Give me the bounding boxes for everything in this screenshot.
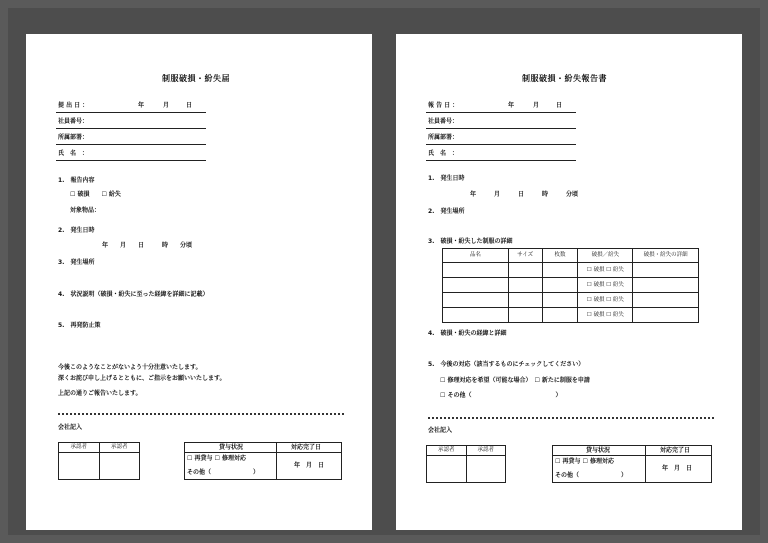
damage-loss-checkboxes[interactable]: ☐ 破損 ☐ 紛失 — [578, 293, 633, 308]
name-field[interactable] — [426, 160, 576, 161]
approval-table — [426, 445, 506, 483]
occurrence-datetime-field[interactable]: 年 月 日 時 分頃 — [470, 191, 579, 198]
form-page-damage-loss-notice — [26, 34, 372, 530]
column-header: 品名 — [443, 249, 509, 263]
completion-date-field[interactable]: 年 月 日 — [294, 462, 325, 469]
page-title: 制服破損・紛失報告書 — [522, 74, 607, 83]
column-header: サイズ — [508, 249, 542, 263]
separator — [428, 417, 714, 419]
pledge-line-3: 上記の通りご報告いたします。 — [58, 390, 142, 397]
approver-header: 承認者 — [466, 446, 506, 456]
damage-loss-checkboxes[interactable]: ☐ 破損 ☐ 紛失 — [578, 263, 633, 278]
table-row — [443, 278, 699, 293]
pledge-line-2: 深くお詫び申し上げるとともに、ご指示をお願いいたします。 — [58, 375, 226, 382]
report-date-label: 報 告 日 ： — [428, 102, 459, 109]
approver-header: 承認者 — [99, 443, 140, 453]
day-label: 日 — [186, 102, 193, 109]
page-title: 制服破損・紛失届 — [162, 74, 230, 83]
approver-stamp-cell[interactable] — [59, 453, 100, 480]
table-row — [443, 293, 699, 308]
name-label: 氏 名 ： — [428, 150, 459, 157]
month-label: 月 — [533, 102, 540, 109]
employee-no-field[interactable] — [426, 128, 576, 129]
status-other[interactable]: その他（ ） — [555, 472, 628, 479]
submit-date-label: 提 出 日 ： — [58, 102, 89, 109]
submit-date-field[interactable] — [56, 112, 206, 113]
completion-date-field[interactable]: 年 月 日 — [662, 465, 693, 472]
target-item-label: 対象物品： — [70, 207, 101, 214]
department-field[interactable] — [56, 144, 206, 145]
company-use-label: 会社記入 — [428, 427, 453, 434]
employee-no-label: 社員番号： — [58, 118, 89, 125]
column-header: 破損・紛失の詳細 — [633, 249, 699, 263]
day-label: 日 — [556, 102, 563, 109]
section-future-action: 5. 今後の対応（該当するものにチェックしてください） — [428, 361, 585, 368]
name-label: 氏 名 ： — [58, 150, 89, 157]
approver-stamp-cell[interactable] — [427, 456, 467, 483]
section-occurrence-place: 3. 発生場所 — [58, 259, 95, 266]
employee-no-field[interactable] — [56, 128, 206, 129]
approver-stamp-cell[interactable] — [99, 453, 140, 480]
employee-no-label: 社員番号： — [428, 118, 459, 125]
approver-header: 承認者 — [59, 443, 100, 453]
status-header: 貸与状況 — [586, 447, 611, 454]
approver-stamp-cell[interactable] — [466, 456, 506, 483]
damage-loss-checkboxes[interactable]: ☐ 破損 ☐ 紛失 — [70, 191, 121, 198]
status-other[interactable]: その他（ ） — [187, 469, 260, 476]
column-header: 枚数 — [542, 249, 578, 263]
name-field[interactable] — [56, 160, 206, 161]
status-header: 貸与状況 — [219, 444, 244, 451]
year-label: 年 — [138, 102, 145, 109]
future-action-options[interactable]: ☐ 修理対応を希望（可能な場合） ☐ 新たに制服を申請 — [440, 377, 590, 384]
completion-date-header: 対応完了日 — [291, 444, 322, 451]
section-circumstances: 4. 破損・紛失の経緯と詳細 — [428, 330, 507, 337]
section-occurrence-datetime: 2. 発生日時 — [58, 227, 95, 234]
status-options[interactable]: ☐ 再貸与 ☐ 修理対応 — [555, 458, 615, 465]
year-label: 年 — [508, 102, 515, 109]
uniform-details-table — [442, 248, 699, 323]
department-label: 所属部署： — [58, 134, 89, 141]
approval-table — [58, 442, 140, 480]
report-date-field[interactable] — [426, 112, 576, 113]
section-situation: 4. 状況説明（破損・紛失に至った経緯を詳細に記載） — [58, 291, 209, 298]
separator — [58, 413, 344, 415]
status-options[interactable]: ☐ 再貸与 ☐ 修理対応 — [187, 455, 247, 462]
damage-loss-checkboxes[interactable]: ☐ 破損 ☐ 紛失 — [578, 278, 633, 293]
pledge-line-1: 今後このようなことがないよう十分注意いたします。 — [58, 364, 202, 371]
month-label: 月 — [163, 102, 170, 109]
damage-loss-checkboxes[interactable]: ☐ 破損 ☐ 紛失 — [578, 308, 633, 323]
occurrence-datetime-field[interactable]: 年 月 日 時 分頃 — [102, 242, 193, 249]
company-use-label: 会社記入 — [58, 424, 83, 431]
form-page-damage-loss-report — [396, 34, 742, 530]
section-occurrence-datetime: 1. 発生日時 — [428, 175, 465, 182]
future-action-other[interactable]: ☐ その他（ ） — [440, 392, 562, 399]
column-header: 破損／紛失 — [578, 249, 633, 263]
table-row — [443, 263, 699, 278]
approver-header: 承認者 — [427, 446, 467, 456]
completion-date-header: 対応完了日 — [660, 447, 691, 454]
department-label: 所属部署： — [428, 134, 459, 141]
section-uniform-details: 3. 破損・紛失した制服の詳細 — [428, 238, 513, 245]
department-field[interactable] — [426, 144, 576, 145]
section-report-content: 1. 報告内容 — [58, 177, 95, 184]
section-prevention: 5. 再発防止策 — [58, 322, 101, 329]
table-row — [443, 308, 699, 323]
section-occurrence-place: 2. 発生場所 — [428, 208, 465, 215]
